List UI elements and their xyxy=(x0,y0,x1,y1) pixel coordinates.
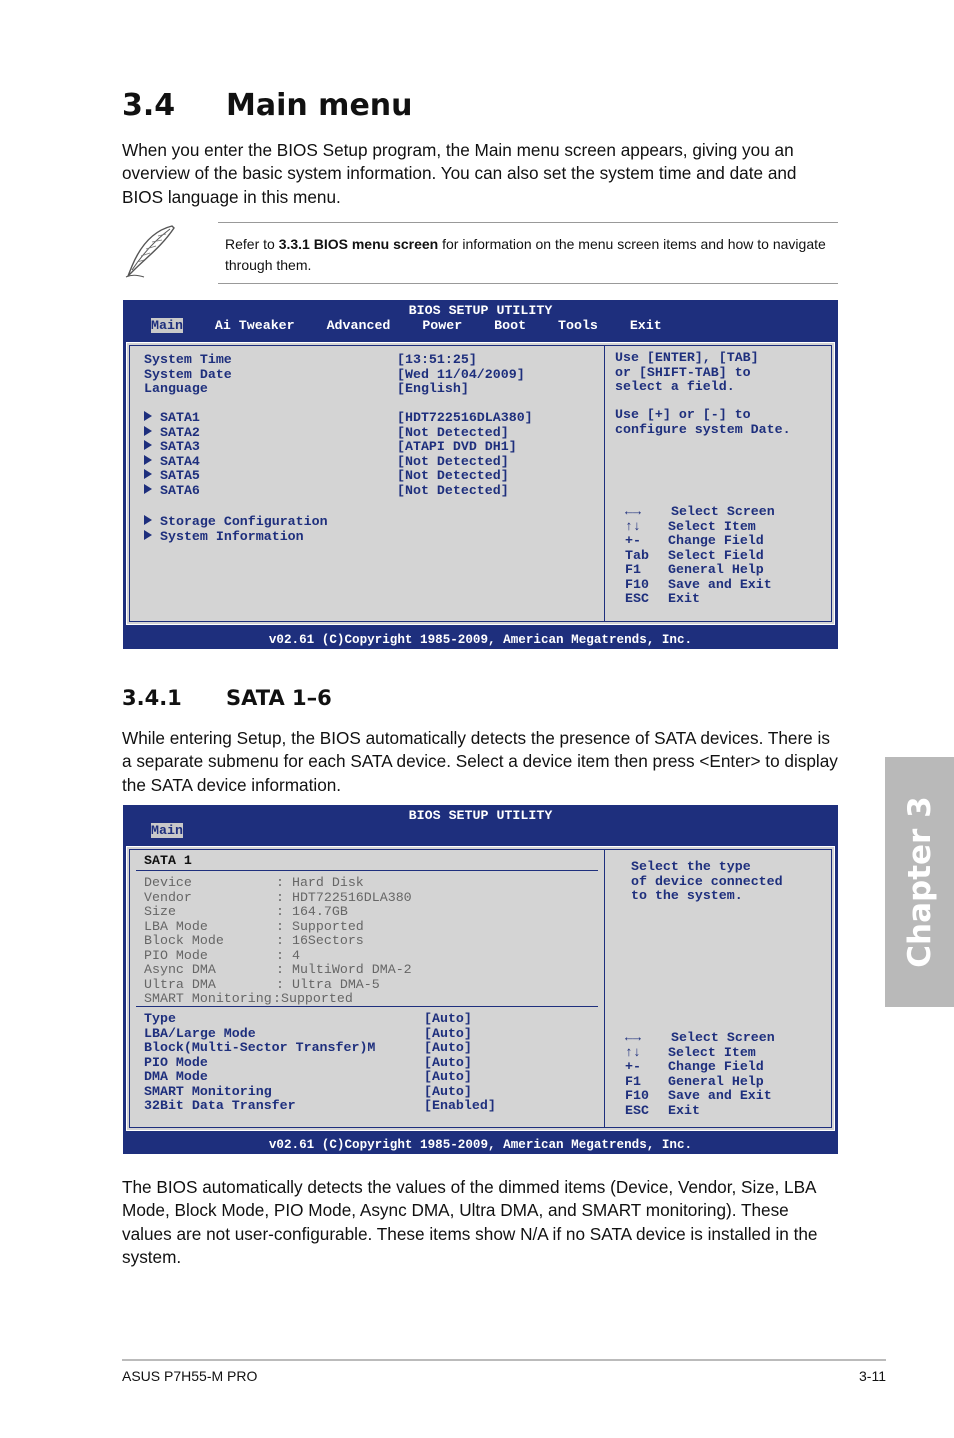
setting-smart-monitoring[interactable]: SMART Monitoring [Auto] xyxy=(144,1083,472,1099)
help-line: Use [ENTER], [TAB] xyxy=(615,350,759,365)
info-pio-mode: PIO Mode : 4 xyxy=(144,947,300,963)
bios-panel xyxy=(125,341,836,626)
menu-boot[interactable]: Boot xyxy=(494,318,527,333)
panel-divider xyxy=(604,850,605,1127)
info-size: Size : 164.7GB xyxy=(144,904,348,919)
value-sata5: [Not Detected] xyxy=(397,468,509,483)
value-sata2: [Not Detected] xyxy=(397,424,509,440)
submenu-arrow-icon xyxy=(144,530,152,540)
help-line: select a field. xyxy=(615,379,735,394)
bios-footer: v02.61 (C)Copyright 1985-2009, American Megatrends, Inc. xyxy=(268,1138,693,1152)
info-smart-monitoring: SMART Monitoring:Supported xyxy=(144,991,353,1006)
note-prefix: Refer to xyxy=(225,236,279,252)
menu-tools[interactable]: Tools xyxy=(558,318,598,333)
subsection-number: 3.4.1 xyxy=(122,686,182,710)
item-system-information[interactable]: System Information xyxy=(144,530,304,545)
menu-ai-tweaker[interactable]: Ai Tweaker xyxy=(214,318,295,333)
key-change-field: +- Change Field xyxy=(625,533,764,548)
bios-menubar xyxy=(151,823,183,838)
help-line: to the system. xyxy=(631,888,743,903)
note-text xyxy=(225,234,835,275)
menu-exit[interactable]: Exit xyxy=(629,318,662,333)
submenu-arrow-icon xyxy=(144,411,152,421)
help-line: Use [+] or [-] to xyxy=(615,407,751,422)
bios-inner-frame xyxy=(129,345,832,622)
info-lba-mode: LBA Mode : Supported xyxy=(144,918,364,934)
note-box xyxy=(122,222,838,284)
help-line: of device connected xyxy=(631,873,783,889)
sata-heading: SATA 1 xyxy=(144,853,192,868)
setting-type[interactable]: Type [Auto] xyxy=(144,1011,472,1026)
submenu-arrow-icon xyxy=(144,484,152,494)
sata-intro-paragraph: While entering Setup, the BIOS automatically detects the presence of SATA devices. There is a separate submenu for each SATA device. Select a device item then press <Enter> to display the SATA device information. xyxy=(122,728,838,795)
key-exit: ESC Exit xyxy=(625,591,700,606)
bios-sata-screen xyxy=(123,805,838,1154)
info-vendor: Vendor : HDT722516DLA380 xyxy=(144,889,412,905)
setting-32bit-transfer[interactable]: 32Bit Data Transfer [Enabled] xyxy=(144,1098,496,1113)
bios-menubar xyxy=(151,318,662,333)
setting-lba-large-mode[interactable]: LBA/Large Mode [Auto] xyxy=(144,1025,472,1041)
submenu-arrow-icon xyxy=(144,455,152,465)
item-sata6[interactable]: SATA6 xyxy=(144,484,200,499)
item-sata4[interactable]: SATA4 xyxy=(144,455,200,470)
setting-dma-mode[interactable]: DMA Mode [Auto] xyxy=(144,1069,472,1084)
bios-panel xyxy=(125,845,836,1132)
value-system-time[interactable]: [13:51:25] xyxy=(397,352,477,367)
item-storage-configuration[interactable]: Storage Configuration xyxy=(144,515,328,530)
footer-rule xyxy=(122,1359,886,1361)
value-sata4: [Not Detected] xyxy=(397,453,509,469)
submenu-arrow-icon xyxy=(144,469,152,479)
bios-title: BIOS SETUP UTILITY xyxy=(408,303,553,318)
submenu-arrow-icon xyxy=(144,426,152,436)
note-suffix: for information on the menu screen items and how to navigate through them. xyxy=(225,236,826,273)
bios-main-screen xyxy=(123,300,838,649)
key-general-help: F1 General Help xyxy=(625,1073,764,1089)
key-select-item: ↑↓ Select Item xyxy=(625,518,756,534)
item-sata2[interactable]: SATA2 xyxy=(144,426,200,441)
intro-paragraph: When you enter the BIOS Setup program, the Main menu screen appears, giving you an overview of the basic system information. You can also set the system time and date and BIOS language in this menu. xyxy=(122,140,797,207)
key-select-item: ↑↓ Select Item xyxy=(625,1044,756,1060)
setting-block-transfer[interactable]: Block(Multi-Sector Transfer)M [Auto] xyxy=(144,1040,472,1055)
key-general-help: F1 General Help xyxy=(625,562,764,577)
value-language[interactable]: [English] xyxy=(397,381,469,396)
menu-power[interactable]: Power xyxy=(422,318,463,333)
item-system-time[interactable]: System Time xyxy=(144,352,232,367)
item-sata1[interactable]: SATA1 xyxy=(144,411,200,426)
item-sata5[interactable]: SATA5 xyxy=(144,469,200,484)
key-select-field: Tab Select Field xyxy=(625,547,764,563)
note-bottom-rule xyxy=(218,283,838,284)
footer-page-number: 3-11 xyxy=(859,1368,886,1384)
value-system-date[interactable]: [Wed 11/04/2009] xyxy=(397,366,525,382)
value-sata1: [HDT722516DLA380] xyxy=(397,410,533,425)
help-line: Select the type xyxy=(631,859,751,874)
footer-product: ASUS P7H55-M PRO xyxy=(122,1368,258,1384)
panel-divider xyxy=(604,346,605,621)
value-sata3: [ATAPI DVD DH1] xyxy=(397,439,517,454)
menu-main[interactable]: Main xyxy=(151,318,183,333)
item-language[interactable]: Language xyxy=(144,381,208,396)
bios-title: BIOS SETUP UTILITY xyxy=(408,808,553,823)
section-title: Main menu xyxy=(226,88,413,123)
chapter-tab-label: Chapter 3 xyxy=(901,796,938,968)
section-heading xyxy=(122,88,413,123)
key-select-screen: ←→ Select Screen xyxy=(625,504,775,519)
note-reference[interactable]: 3.3.1 BIOS menu screen xyxy=(278,236,439,252)
heading-rule xyxy=(136,870,598,871)
bios-inner-frame xyxy=(129,849,832,1128)
key-select-screen: ←→ Select Screen xyxy=(625,1030,775,1045)
setting-pio-mode[interactable]: PIO Mode [Auto] xyxy=(144,1054,472,1070)
item-system-date[interactable]: System Date xyxy=(144,366,232,382)
key-exit: ESC Exit xyxy=(625,1102,700,1118)
submenu-arrow-icon xyxy=(144,440,152,450)
subsection-title: SATA 1–6 xyxy=(226,686,332,710)
chapter-tab xyxy=(885,757,954,1007)
info-block-mode: Block Mode : 16Sectors xyxy=(144,933,364,948)
info-ultra-dma: Ultra DMA : Ultra DMA-5 xyxy=(144,976,380,992)
bios-footer: v02.61 (C)Copyright 1985-2009, American Megatrends, Inc. xyxy=(268,633,693,647)
value-sata6: [Not Detected] xyxy=(397,482,509,498)
submenu-arrow-icon xyxy=(144,515,152,525)
info-async-dma: Async DMA : MultiWord DMA-2 xyxy=(144,962,412,977)
key-save-exit: F10 Save and Exit xyxy=(625,576,772,592)
subsection-heading xyxy=(122,686,332,710)
info-device: Device : Hard Disk xyxy=(144,875,364,890)
help-line: or [SHIFT-TAB] to xyxy=(615,364,751,380)
outro-paragraph: The BIOS automatically detects the values of the dimmed items (Device, Vendor, Size, LBA Mode, Block Mode, PIO Mode, Async DMA, Ultra DMA, and SMART monitoring). These values are not user-configurable. These items show N/A if no SATA device is installed in the system. xyxy=(122,1177,818,1267)
menu-main[interactable]: Main xyxy=(151,823,183,838)
item-sata3[interactable]: SATA3 xyxy=(144,440,200,455)
key-save-exit: F10 Save and Exit xyxy=(625,1088,772,1103)
note-top-rule xyxy=(218,222,838,223)
quill-pen-icon xyxy=(122,224,178,280)
help-line: configure system Date. xyxy=(615,421,791,437)
menu-advanced[interactable]: Advanced xyxy=(326,318,391,333)
key-change-field: +- Change Field xyxy=(625,1059,764,1074)
section-number: 3.4 xyxy=(122,88,176,123)
